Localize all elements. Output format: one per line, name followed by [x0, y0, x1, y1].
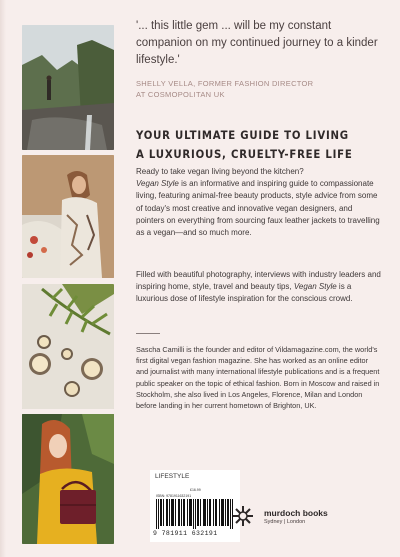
book-title-italic: Vegan Style	[136, 179, 179, 189]
barcode-panel	[150, 470, 240, 542]
quote-attribution-line1: SHELLY VELLA, FORMER FASHION DIRECTOR	[136, 79, 314, 88]
publisher-block	[230, 503, 328, 529]
intro-paragraph	[136, 166, 382, 239]
book-title-italic: Vegan Style	[293, 282, 337, 292]
category-label: LIFESTYLE	[155, 473, 190, 480]
author-bio: Sascha Camilli is the founder and editor of Vildamagazine.com, the world's first digital vegan fashion magazine. She has worked as an online editor and journalist with many international lifestyle publications and is a frequent public speaker on the topic of ethical fashion. Born in Moscow and raised in Stockholm, she also lived in Los Angeles, Florence, Milan and London before landing in her current hometown of Brighton, UK.	[136, 345, 380, 411]
headline	[136, 126, 391, 164]
publisher-logo-icon	[230, 503, 256, 529]
headline-line2: A LUXURIOUS, CRUELTY-FREE LIFE	[136, 147, 353, 161]
second-paragraph	[136, 269, 382, 306]
quote-attribution-line2: AT COSMOPOLITAN UK	[136, 90, 225, 99]
divider-rule	[136, 333, 160, 334]
second-paragraph-end: is a luxurious dose of lifestyle inspiration for the conscious crowd.	[136, 282, 353, 304]
woman-handbag-photo	[22, 414, 114, 544]
publisher-name-block	[264, 508, 328, 525]
intro-question: Ready to take vegan living beyond the kitchen?	[136, 167, 304, 176]
publisher-cities: Sydney | London	[264, 518, 306, 525]
second-paragraph-start: Filled with beautiful photography, interviews with industry leaders and inspiring home, style, travel and beauty tips,	[136, 270, 381, 292]
publisher-name: murdoch books	[264, 507, 328, 518]
price-label: £16.99	[190, 488, 201, 492]
quote-attribution	[136, 78, 386, 100]
woman-bath-photo	[22, 155, 114, 278]
barcode-bars	[156, 499, 234, 529]
isbn-digits: 9 781911 632191	[153, 530, 218, 537]
intro-description: is an informative and inspiring guide to compassionate living, featuring animal-free beauty products, style advice from some of today's most creative and innovative vegan designers, and pointers on everything from sourcing faux leather jackets to travelling as a vegan—and so much more.	[136, 179, 380, 238]
headline-line1: YOUR ULTIMATE GUIDE TO LIVING	[136, 128, 349, 142]
quote-text: '... this little gem ... will be my constant companion on my continued journey to a kinder lifestyle.'	[136, 20, 378, 66]
waterfall-cliff-photo	[22, 25, 114, 150]
review-quote	[136, 18, 386, 100]
isbn-label: ISBN: 9781911632191	[156, 494, 192, 498]
candles-fern-photo	[22, 284, 114, 409]
spine-edge	[0, 0, 6, 557]
